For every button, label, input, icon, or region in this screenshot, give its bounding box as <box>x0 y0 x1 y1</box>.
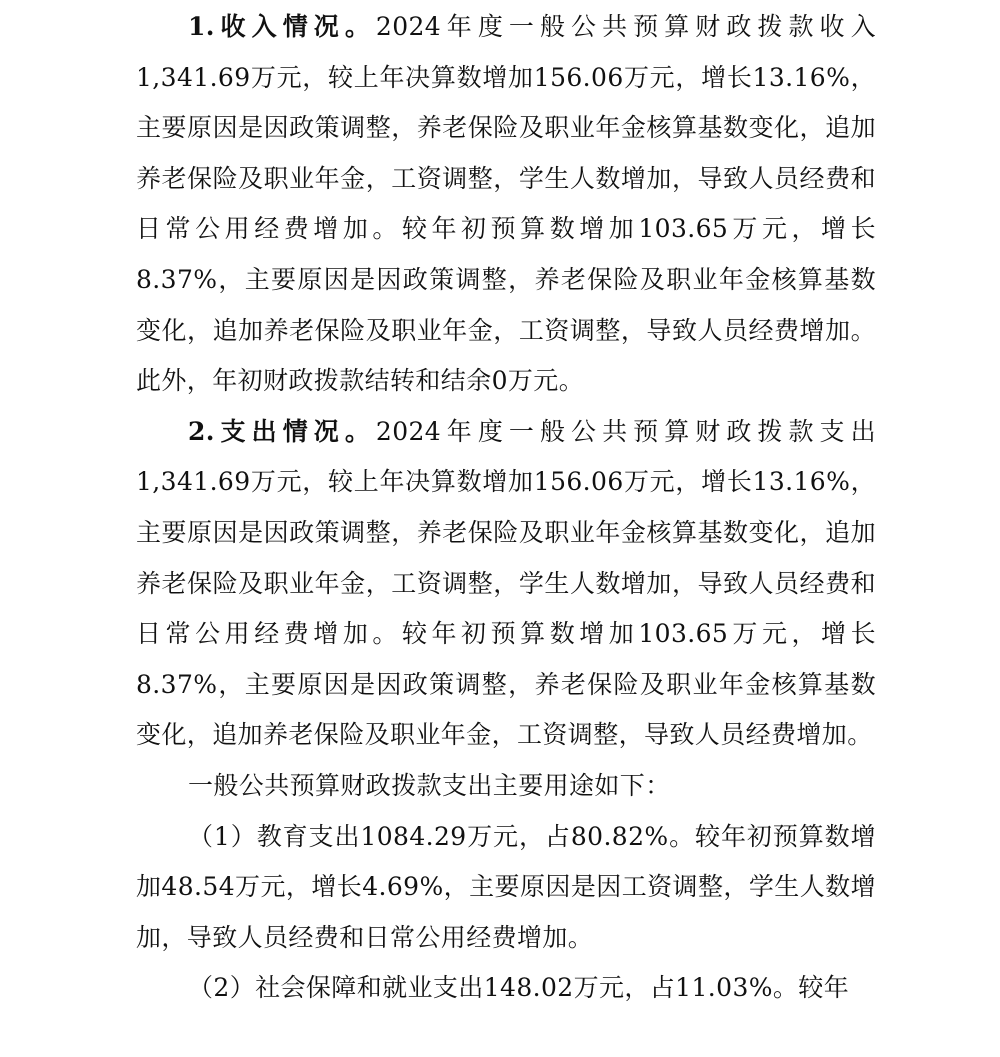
document-page <box>136 0 876 1014</box>
expense-paragraph <box>136 407 876 761</box>
usage-item-social-security: （2）社会保障和就业支出148.02万元，占11.03%。较年 <box>188 973 850 1003</box>
usage-item-education: （1）教育支出1084.29万元，占80.82%。较年初预算数增加48.54万元，增长4.69%，主要原因是因工资调整，学生人数增加，导致人员经费和日常公用经费增加。 <box>136 821 876 952</box>
expense-heading: 2.支出情况。 <box>188 416 376 446</box>
expense-body: 2024年度一般公共预算财政拨款支出1,341.69万元，较上年决算数增加156.06万元，增长13.16%，主要原因是因政策调整，养老保险及职业年金核算基数变化，追加养老保险及职业年金，工资调整，学生人数增加，导致人员经费和日常公用经费增加。较年初预算数增加103.65万元，增长8.37%，主要原因是因政策调整，养老保险及职业年金核算基数变化，追加养老保险及职业年金，工资调整，导致人员经费增加。 <box>136 416 877 750</box>
income-body: 2024年度一般公共预算财政拨款收入1,341.69万元，较上年决算数增加156.06万元，增长13.16%，主要原因是因政策调整，养老保险及职业年金核算基数变化，追加养老保险及职业年金，工资调整，学生人数增加，导致人员经费和日常公用经费增加。较年初预算数增加103.65万元，增长8.37%，主要原因是因政策调整，养老保险及职业年金核算基数变化，追加养老保险及职业年金，工资调整，导致人员经费增加。此外，年初财政拨款结转和结余0万元。 <box>136 12 877 396</box>
income-paragraph <box>136 2 876 407</box>
usage-intro: 一般公共预算财政拨款支出主要用途如下： <box>188 770 671 800</box>
income-heading: 1.收入情况。 <box>188 12 376 41</box>
